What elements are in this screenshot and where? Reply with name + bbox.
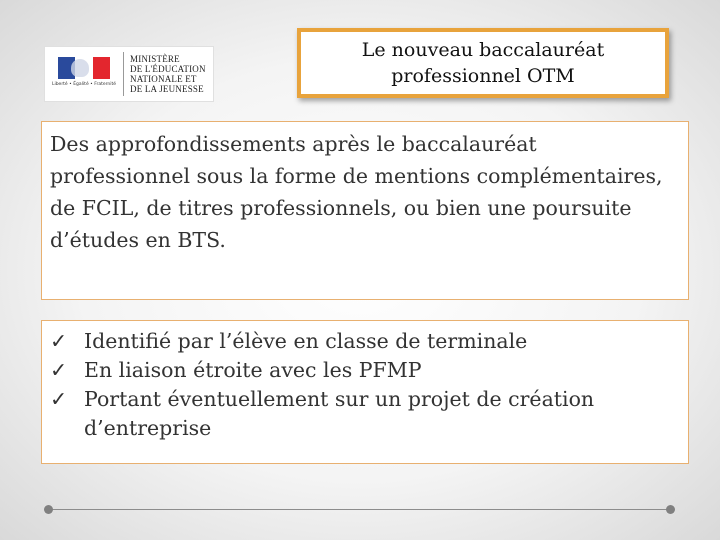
footer-divider <box>48 509 671 510</box>
checkmark-icon: ✓ <box>50 358 68 382</box>
checklist-item-text: Identifié par l’élève en classe de terminale <box>84 329 528 353</box>
ministry-name-line: NATIONALE ET <box>130 74 197 84</box>
republic-emblem <box>51 51 117 97</box>
checkmark-icon: ✓ <box>50 387 68 411</box>
checklist <box>50 327 680 443</box>
slide-title-line-2: professionnel OTM <box>391 65 575 87</box>
checklist-box <box>41 320 689 464</box>
checklist-item <box>50 327 680 356</box>
marianne-icon <box>71 59 89 77</box>
checklist-item-text: Portant éventuellement sur un projet de création d’entreprise <box>84 387 595 440</box>
checklist-item <box>50 385 680 443</box>
footer-dot-right <box>666 505 675 514</box>
intro-text-box <box>41 121 689 300</box>
ministry-name-line: MINISTÈRE <box>130 54 180 64</box>
slide-title-line-1: Le nouveau baccalauréat <box>361 39 605 61</box>
slide-title <box>297 28 669 98</box>
ministry-name-line: DE L'ÉDUCATION <box>130 64 206 74</box>
ministry-name-line: DE LA JEUNESSE <box>130 84 204 94</box>
checklist-item-text: En liaison étroite avec les PFMP <box>84 358 422 382</box>
footer-dot-left <box>44 505 53 514</box>
checkmark-icon: ✓ <box>50 329 68 353</box>
ministry-logo <box>44 46 214 102</box>
intro-paragraph: Des approfondissements après le baccalauréat professionnel sous la forme de mentions complémentaires, de FCIL, de titres professionnels, ou bien une poursuite d’études en BTS. <box>50 132 663 252</box>
republic-motto: Liberté • Égalité • Fraternité <box>51 82 117 87</box>
checklist-item <box>50 356 680 385</box>
logo-divider <box>123 52 124 96</box>
ministry-name <box>130 54 206 94</box>
